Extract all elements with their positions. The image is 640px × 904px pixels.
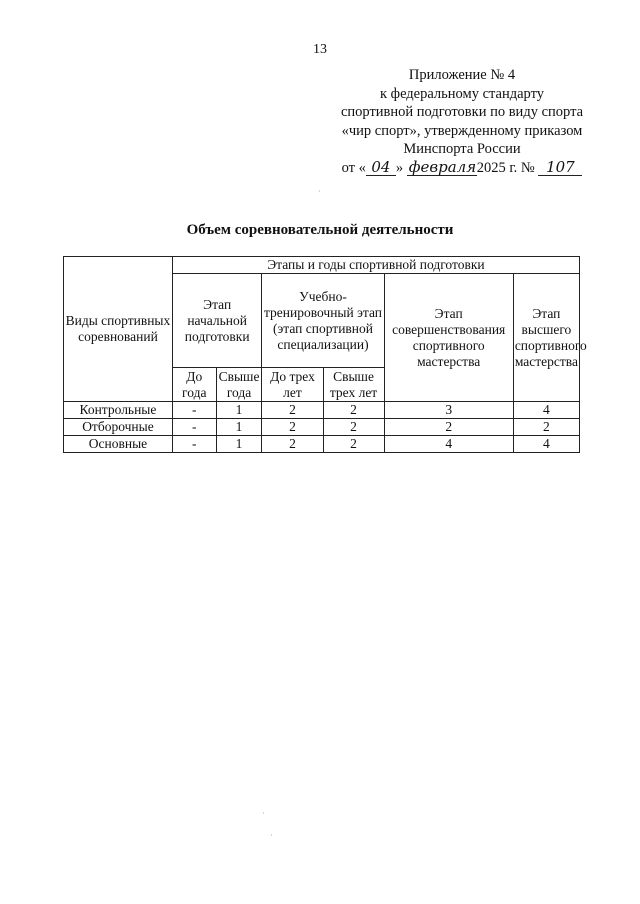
- date-year: 2025 г. №: [476, 159, 535, 176]
- table-row: [64, 436, 580, 453]
- appendix-line: к федеральному стандарту: [380, 85, 544, 102]
- header-sub-over-year: Свыше года: [216, 368, 262, 402]
- table-cell: 2: [384, 419, 513, 436]
- scan-speck: ·: [270, 830, 273, 840]
- table-cell: 1: [216, 402, 262, 419]
- table-cell: 2: [262, 436, 323, 453]
- table-cell: 2: [323, 436, 384, 453]
- date-mid: »: [395, 159, 404, 176]
- page-number: 13: [313, 42, 327, 57]
- document-title: Объем соревновательной деятельности: [186, 222, 454, 238]
- header-stage-highest: Этап высшего спортивного мастерства: [513, 274, 579, 402]
- table-cell: -: [172, 419, 216, 436]
- appendix-line: «чир спорт», утвержденному приказом: [341, 122, 583, 139]
- row-kind: Отборочные: [64, 419, 173, 436]
- handwritten-month: февраля: [408, 157, 477, 176]
- order-date-line: [317, 159, 607, 178]
- handwritten-order-number: 107: [538, 159, 582, 176]
- table-cell: 2: [323, 419, 384, 436]
- table-cell: 1: [216, 419, 262, 436]
- row-kind: Контрольные: [64, 402, 173, 419]
- scan-speck: ·: [262, 808, 265, 818]
- date-prefix: от «: [341, 159, 366, 176]
- header-sub-upto-year: До года: [172, 368, 216, 402]
- scan-speck: ·: [318, 186, 321, 196]
- header-stage-initial: Этап начальной подготовки: [172, 274, 262, 368]
- table-cell: -: [172, 436, 216, 453]
- table-cell: 1: [216, 436, 262, 453]
- table-cell: -: [172, 402, 216, 419]
- header-stage-training: Учебно-тренировочный этап (этап спортивной специализации): [262, 274, 384, 368]
- handwritten-day: 04: [366, 159, 396, 176]
- table-row: [64, 402, 580, 419]
- header-sub-over-three: Свыше трех лет: [323, 368, 384, 402]
- appendix-line: спортивной подготовки по виду спорта: [340, 104, 584, 120]
- table-cell: 2: [262, 419, 323, 436]
- appendix-line: Минспорта России: [403, 141, 521, 157]
- table-cell: 4: [513, 402, 579, 419]
- header-sub-upto-three: До трех лет: [262, 368, 323, 402]
- table-cell: 3: [384, 402, 513, 419]
- table-cell: 2: [513, 419, 579, 436]
- table-cell: 4: [513, 436, 579, 453]
- table-cell: 2: [323, 402, 384, 419]
- row-kind: Основные: [64, 436, 173, 453]
- table-cell: 4: [384, 436, 513, 453]
- header-kind: Виды спортивных соревнований: [64, 257, 173, 402]
- appendix-title: Приложение № 4: [408, 67, 516, 83]
- table-row: [64, 419, 580, 436]
- appendix-header: [317, 66, 607, 177]
- competition-volume-table: [63, 256, 587, 453]
- header-stages: Этапы и годы спортивной подготовки: [172, 257, 579, 274]
- header-stage-improvement: Этап совершенствования спортивного мастерства: [384, 274, 513, 402]
- table-cell: 2: [262, 402, 323, 419]
